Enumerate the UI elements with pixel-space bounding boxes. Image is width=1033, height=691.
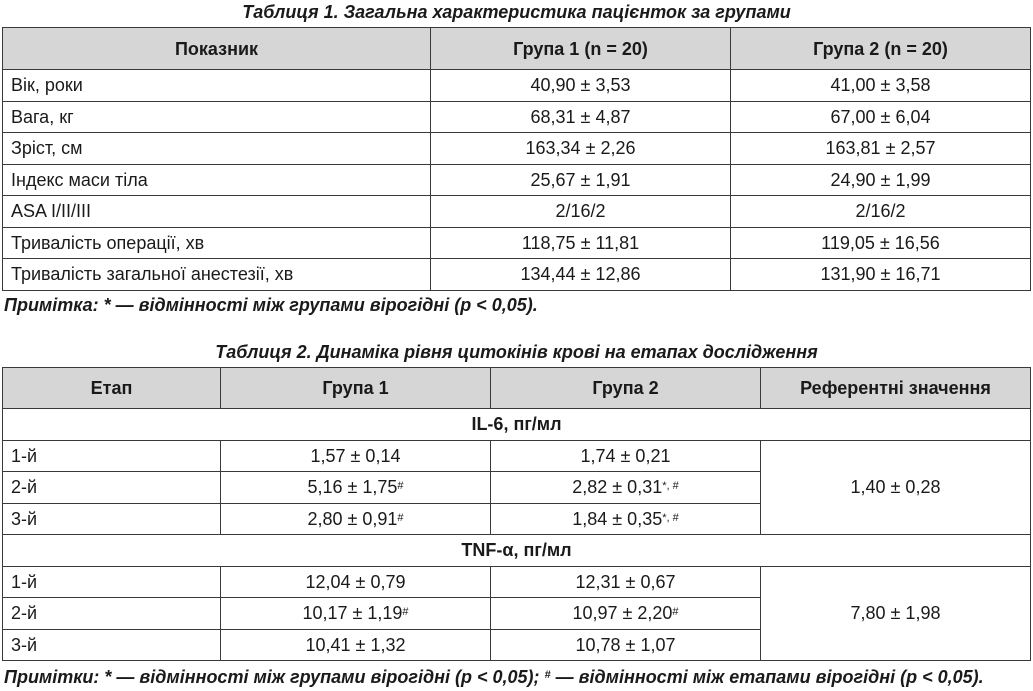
group2-value: 67,00 ± 6,04 [731, 101, 1031, 133]
table2-header-row [3, 368, 1031, 409]
group1-value: 25,67 ± 1,91 [431, 164, 731, 196]
table1-note: Примітка: * — відмінності між групами вірогідні (p < 0,05). [4, 295, 538, 315]
table1-caption: Таблиця 1. Загальна характеристика пацієнток за групами [242, 2, 791, 22]
group2-value: 10,78 ± 1,07 [491, 629, 761, 661]
group1-value: 68,31 ± 4,87 [431, 101, 731, 133]
group1-value: 40,90 ± 3,53 [431, 70, 731, 102]
stage-label: 1-й [3, 566, 221, 598]
table-row [3, 101, 1031, 133]
row-label: ASA I/II/III [3, 196, 431, 228]
table-row [3, 227, 1031, 259]
table1-header-group1: Група 1 (n = 20) [431, 28, 731, 70]
group1-value: 10,17 ± 1,19# [221, 598, 491, 630]
group1-value: 118,75 ± 11,81 [431, 227, 731, 259]
table1-header-row [3, 28, 1031, 70]
group1-value: 5,16 ± 1,75# [221, 472, 491, 504]
table2-header-group2: Група 2 [491, 368, 761, 409]
group2-value: 24,90 ± 1,99 [731, 164, 1031, 196]
table2-header-group1: Група 1 [221, 368, 491, 409]
group1-value: 2,80 ± 0,91# [221, 503, 491, 535]
row-label: Тривалість загальної анестезії, хв [3, 259, 431, 291]
group2-value: 131,90 ± 16,71 [731, 259, 1031, 291]
significance-mark: # [672, 606, 679, 619]
stage-label: 1-й [3, 440, 221, 472]
reference-value-il6: 1,40 ± 0,28 [761, 440, 1031, 535]
table-row [3, 259, 1031, 291]
group1-value: 163,34 ± 2,26 [431, 133, 731, 165]
section-title-tnf: TNF-α, пг/мл [3, 535, 1031, 567]
table-row [3, 196, 1031, 228]
table2-caption: Таблиця 2. Динаміка рівня цитокінів крові на етапах дослідження [215, 342, 818, 362]
significance-mark: # [397, 511, 404, 524]
group1-value: 10,41 ± 1,32 [221, 629, 491, 661]
group2-value: 1,84 ± 0,35*, # [491, 503, 761, 535]
row-label: Зріст, см [3, 133, 431, 165]
section-row [3, 409, 1031, 441]
group2-value: 119,05 ± 16,56 [731, 227, 1031, 259]
table2 [2, 367, 1031, 661]
group2-value: 1,74 ± 0,21 [491, 440, 761, 472]
group2-value: 2/16/2 [731, 196, 1031, 228]
group2-value: 10,97 ± 2,20# [491, 598, 761, 630]
group1-value: 2/16/2 [431, 196, 731, 228]
significance-mark: *, # [662, 480, 679, 493]
table-row [3, 133, 1031, 165]
table2-header-reference: Референтні значення [761, 368, 1031, 409]
group1-value: 134,44 ± 12,86 [431, 259, 731, 291]
significance-mark: # [544, 669, 551, 681]
row-label: Вага, кг [3, 101, 431, 133]
significance-mark: # [397, 480, 404, 493]
stage-label: 3-й [3, 503, 221, 535]
group2-value: 2,82 ± 0,31*, # [491, 472, 761, 504]
table-row [3, 70, 1031, 102]
section-title-il6: IL-6, пг/мл [3, 409, 1031, 441]
table-row [3, 566, 1031, 598]
table-row [3, 164, 1031, 196]
table-row [3, 440, 1031, 472]
stage-label: 3-й [3, 629, 221, 661]
table1 [2, 27, 1031, 291]
reference-value-tnf: 7,80 ± 1,98 [761, 566, 1031, 661]
table1-header-group2: Група 2 (n = 20) [731, 28, 1031, 70]
group1-value: 1,57 ± 0,14 [221, 440, 491, 472]
section-row [3, 535, 1031, 567]
stage-label: 2-й [3, 598, 221, 630]
table1-header-indicator: Показник [3, 28, 431, 70]
row-label: Тривалість операції, хв [3, 227, 431, 259]
group2-value: 163,81 ± 2,57 [731, 133, 1031, 165]
row-label: Вік, роки [3, 70, 431, 102]
stage-label: 2-й [3, 472, 221, 504]
group2-value: 12,31 ± 0,67 [491, 566, 761, 598]
significance-mark: *, # [662, 511, 679, 524]
group2-value: 41,00 ± 3,58 [731, 70, 1031, 102]
table2-header-stage: Етап [3, 368, 221, 409]
row-label: Індекс маси тіла [3, 164, 431, 196]
significance-mark: # [402, 606, 409, 619]
group1-value: 12,04 ± 0,79 [221, 566, 491, 598]
table2-note: Примітки: * — відмінності між групами вірогідні (p < 0,05); # — відмінності між етапами вірогідні (p < 0,05). [4, 667, 984, 687]
